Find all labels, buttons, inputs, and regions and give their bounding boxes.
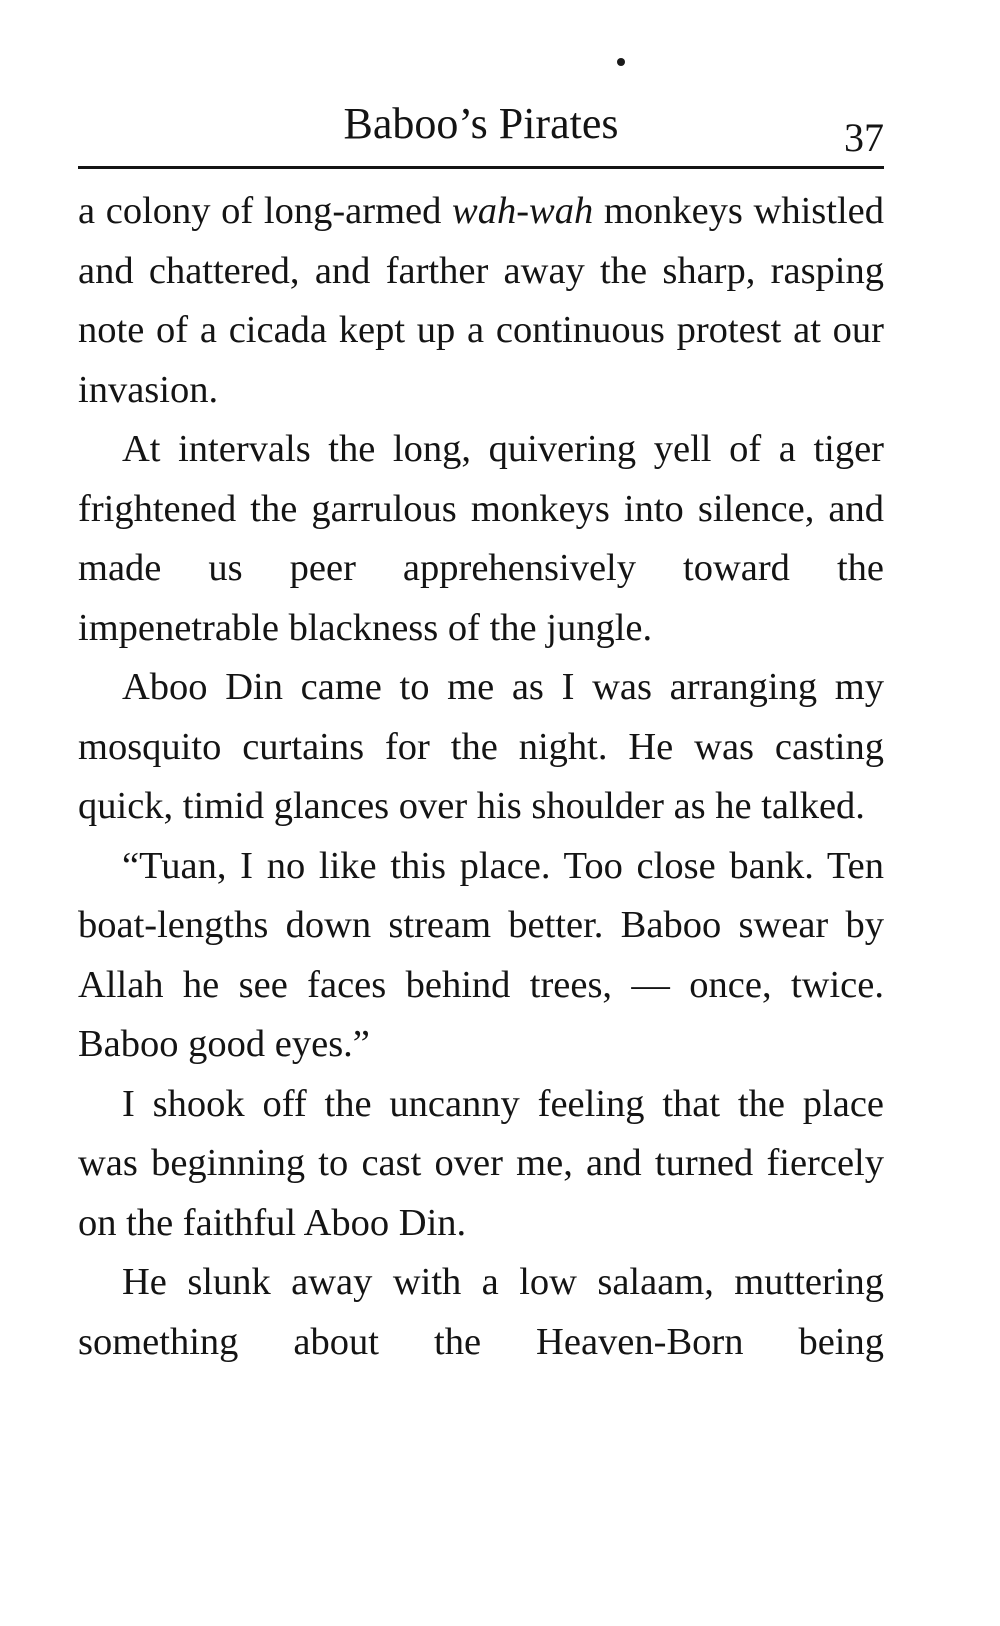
italic-term: wah-wah bbox=[452, 190, 594, 232]
header-rule bbox=[78, 166, 884, 169]
ink-speck bbox=[617, 58, 625, 66]
paragraph-4: “Tuan, I no like this place. Too close bank. Ten boat-lengths down stream better. Baboo swear by Allah he see faces behind trees, — once, twice. Baboo good eyes.” bbox=[78, 844, 884, 1065]
paragraph-6: He slunk away with a low salaam, muttering something about the Heaven-Born being bbox=[78, 1261, 884, 1363]
paragraph-1 bbox=[78, 182, 884, 420]
page-number: 37 bbox=[844, 115, 884, 160]
running-title: Baboo’s Pirates bbox=[343, 99, 619, 148]
paragraph-2: At intervals the long, quivering yell of a tiger frightened the garrulous monkeys into silence, and made us peer apprehensively toward the impenetrable blackness of the jungle. bbox=[78, 428, 884, 649]
paragraph-5: I shook off the uncanny feeling that the place was beginning to cast over me, and turned fiercely on the faithful Aboo Din. bbox=[78, 1082, 884, 1244]
paragraph-1-rest: monkeys whistled and chattered, and farther away the sharp, rasping note of a cicada kept up a continuous protest at our invasion. bbox=[78, 190, 885, 411]
running-head bbox=[78, 94, 884, 160]
paragraph-1-lead: a colony of long-armed bbox=[78, 190, 453, 232]
body-text bbox=[78, 182, 884, 1372]
paragraph-3: Aboo Din came to me as I was arranging my mosquito curtains for the night. He was casting quick, timid glances over his shoulder as he talked. bbox=[78, 666, 884, 827]
